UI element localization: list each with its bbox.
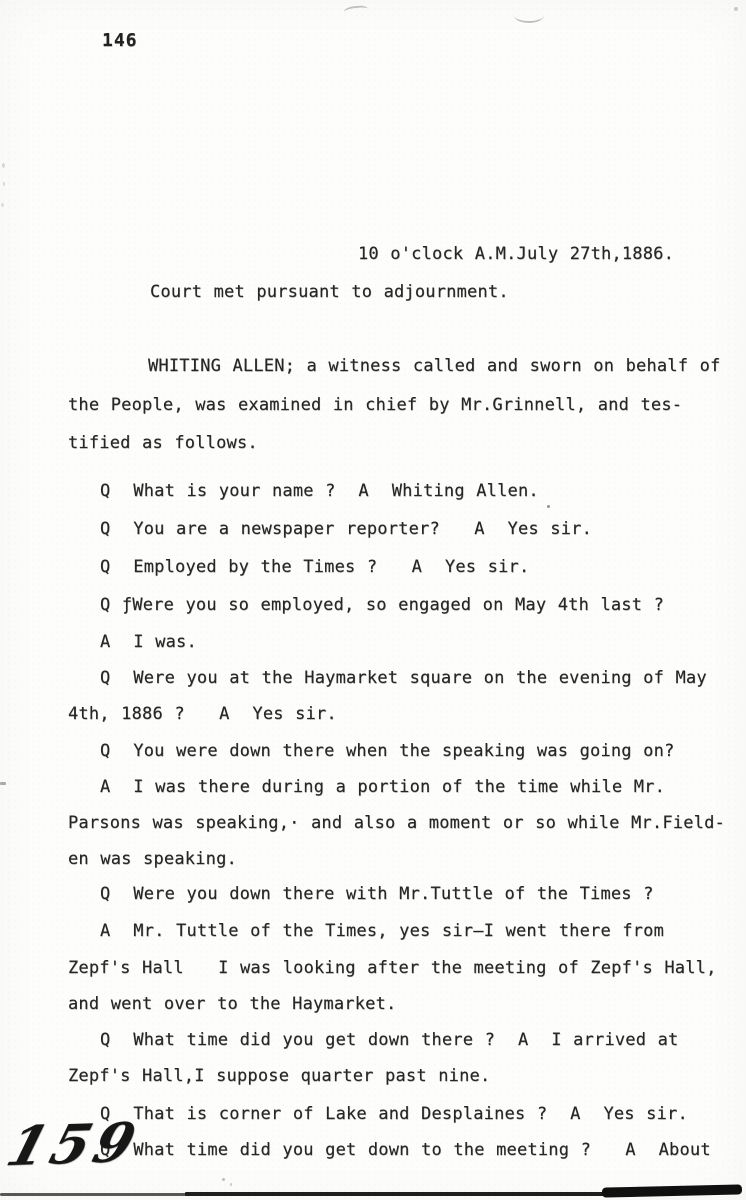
transcript-line: en was speaking.	[68, 849, 237, 869]
transcript-line: Q What is your name ? A Whiting Allen.	[100, 481, 539, 501]
transcript-line: Q Employed by the Times ? A Yes sir.	[100, 557, 530, 577]
transcript-line: Q That is corner of Lake and Desplaines ? A Yes sir.	[100, 1104, 688, 1124]
transcript-line: WHITING ALLEN; a witness called and sworn on behalf of	[148, 356, 721, 376]
scan-edge-line	[185, 1192, 665, 1196]
scan-speck	[1, 203, 4, 207]
transcript-line: and went over to the Haymarket.	[68, 994, 397, 1014]
transcript-line: Q Were you at the Haymarket square on the evening of May	[100, 668, 707, 688]
transcript-line: Q What time did you get down there ? A I arrived at	[100, 1030, 679, 1050]
typed-page-number: 146	[102, 30, 138, 51]
transcript-line: tified as follows.	[68, 433, 258, 453]
court-opening-line: Court met pursuant to adjournment.	[150, 282, 509, 302]
scan-edge-line	[602, 1184, 742, 1197]
scan-speck	[547, 505, 550, 508]
scan-speck	[0, 782, 6, 785]
transcript-line: Q You are a newspaper reporter? A Yes sir.	[100, 519, 593, 539]
scan-speck	[230, 1183, 232, 1186]
transcript-line: 4th, 1886 ? A Yes sir.	[68, 704, 337, 724]
scan-edge-line	[0, 1193, 215, 1196]
scan-speck	[222, 1178, 225, 1181]
transcript-line: the People, was examined in chief by Mr.Grinnell, and tes-	[68, 395, 683, 415]
scan-speck	[3, 182, 5, 186]
pencil-squiggle-mark	[343, 5, 368, 18]
transcript-line: A I was.	[100, 632, 197, 652]
transcript-line: Q ƒWere you so employed, so engaged on May 4th last ?	[100, 595, 665, 615]
transcript-line: Zepf's Hall I was looking after the meeting of Zepf's Hall,	[68, 958, 717, 978]
transcript-line: A Mr. Tuttle of the Times, yes sir—I went there from	[100, 921, 665, 941]
dateline: 10 o'clock A.M.July 27th,1886.	[358, 244, 675, 264]
pencil-arc-mark	[514, 8, 544, 23]
transcript-line: Q You were down there when the speaking was going on?	[100, 741, 675, 761]
handwritten-page-number: 159	[0, 1109, 148, 1179]
transcript-line: Parsons was speaking,· and also a moment or so while Mr.Field-	[68, 813, 725, 833]
transcript-line: Q What time did you get down to the meeting ? A About	[100, 1140, 711, 1160]
transcript-line: Q Were you down there with Mr.Tuttle of the Times ?	[100, 884, 654, 904]
transcript-line: A I was there during a portion of the time while Mr.	[100, 777, 666, 797]
scan-speck	[734, 7, 738, 11]
transcript-line: Zepf's Hall,I suppose quarter past nine.	[68, 1066, 491, 1086]
scan-speck	[2, 163, 5, 168]
